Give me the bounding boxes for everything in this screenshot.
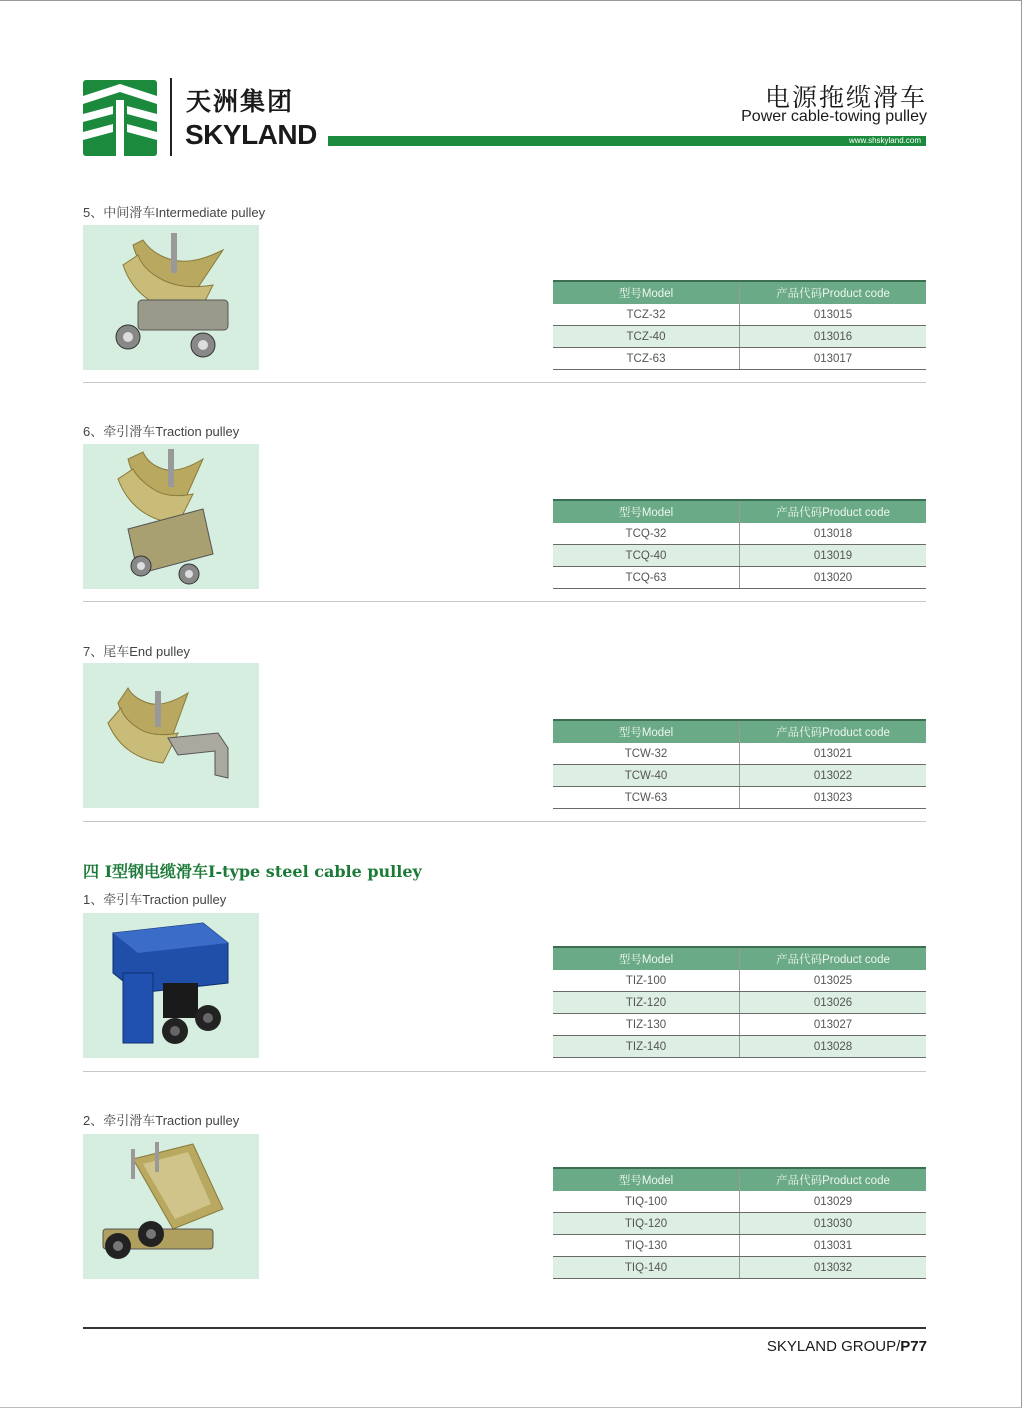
table-row	[553, 523, 926, 545]
column-header-code: 产品代码Product code	[740, 500, 927, 523]
traction-pulley-table	[553, 499, 926, 589]
column-header-model: 型号Model	[553, 1168, 740, 1191]
section-divider	[83, 1071, 926, 1072]
brand-name-chinese: 天洲集团	[186, 87, 295, 116]
code-cell: 013029	[740, 1191, 927, 1213]
section-label: 5、中间滑车Intermediate pulley	[83, 205, 266, 220]
table-row	[553, 1213, 926, 1235]
table-row	[553, 1014, 926, 1036]
table-row	[553, 326, 926, 348]
column-header-model: 型号Model	[553, 500, 740, 523]
end-pulley-table	[553, 719, 926, 809]
code-cell: 013016	[740, 326, 927, 348]
code-cell: 013019	[740, 545, 927, 567]
end-pulley-image	[83, 663, 259, 808]
model-cell: TCZ-63	[553, 348, 740, 370]
code-cell: 013015	[740, 304, 927, 326]
section-four-heading: 四 I型钢电缆滑车I-type steel cable pulley	[83, 862, 422, 881]
brand-name-english: SKYLAND	[185, 119, 317, 150]
model-cell: TIZ-100	[553, 970, 740, 992]
section-divider	[83, 821, 926, 822]
model-cell: TIQ-130	[553, 1235, 740, 1257]
code-cell: 013026	[740, 992, 927, 1014]
table-row	[553, 304, 926, 326]
section-divider	[83, 382, 926, 383]
code-cell: 013018	[740, 523, 927, 545]
code-cell: 013025	[740, 970, 927, 992]
model-cell: TCW-32	[553, 743, 740, 765]
section-label: 7、尾车End pulley	[83, 644, 190, 659]
table-row	[553, 765, 926, 787]
traction-pulley-image	[83, 444, 259, 589]
code-cell: 013021	[740, 743, 927, 765]
footer-page-label	[767, 1338, 927, 1355]
column-header-code: 产品代码Product code	[740, 720, 927, 743]
model-cell: TCQ-63	[553, 567, 740, 589]
model-cell: TIZ-140	[553, 1036, 740, 1058]
website-url[interactable]: www.shskyland.com	[848, 136, 921, 145]
i-type-traction-car-table	[553, 946, 926, 1058]
table-row	[553, 567, 926, 589]
model-cell: TCQ-40	[553, 545, 740, 567]
code-cell: 013030	[740, 1213, 927, 1235]
section-label: 1、牵引车Traction pulley	[83, 892, 227, 907]
page-number: P77	[900, 1338, 927, 1355]
table-row	[553, 992, 926, 1014]
model-cell: TCQ-32	[553, 523, 740, 545]
code-cell: 013022	[740, 765, 927, 787]
column-header-code: 产品代码Product code	[740, 1168, 927, 1191]
column-header-model: 型号Model	[553, 720, 740, 743]
table-row	[553, 348, 926, 370]
code-cell: 013017	[740, 348, 927, 370]
column-header-model: 型号Model	[553, 947, 740, 970]
section-label: 2、牵引滑车Traction pulley	[83, 1113, 240, 1128]
model-cell: TIQ-100	[553, 1191, 740, 1213]
model-cell: TIQ-120	[553, 1213, 740, 1235]
code-cell: 013031	[740, 1235, 927, 1257]
header-green-bar	[328, 136, 926, 146]
code-cell: 013032	[740, 1257, 927, 1279]
model-cell: TCW-40	[553, 765, 740, 787]
table-row	[553, 787, 926, 809]
table-row	[553, 1235, 926, 1257]
i-type-traction-pulley-table	[553, 1167, 926, 1279]
code-cell: 013028	[740, 1036, 927, 1058]
i-type-traction-car-image	[83, 913, 259, 1058]
page-title-english: Power cable-towing pulley	[741, 108, 927, 125]
model-cell: TCZ-40	[553, 326, 740, 348]
column-header-code: 产品代码Product code	[740, 281, 927, 304]
column-header-model: 型号Model	[553, 281, 740, 304]
intermediate-pulley-image	[83, 225, 259, 370]
intermediate-pulley-table	[553, 280, 926, 370]
skyland-logo-icon	[83, 80, 157, 156]
column-header-code: 产品代码Product code	[740, 947, 927, 970]
footer-rule	[83, 1327, 926, 1329]
code-cell: 013020	[740, 567, 927, 589]
model-cell: TIZ-130	[553, 1014, 740, 1036]
table-row	[553, 970, 926, 992]
logo-divider	[170, 78, 172, 156]
model-cell: TIZ-120	[553, 992, 740, 1014]
model-cell: TCZ-32	[553, 304, 740, 326]
table-row	[553, 1257, 926, 1279]
section-divider	[83, 601, 926, 602]
table-row	[553, 1036, 926, 1058]
table-row	[553, 545, 926, 567]
code-cell: 013023	[740, 787, 927, 809]
i-type-traction-pulley-image	[83, 1134, 259, 1279]
section-label: 6、牵引滑车Traction pulley	[83, 424, 240, 439]
table-row	[553, 1191, 926, 1213]
model-cell: TCW-63	[553, 787, 740, 809]
table-row	[553, 743, 926, 765]
footer-brand: SKYLAND GROUP/	[766, 1338, 901, 1355]
page-title-chinese: 电源拖缆滑车	[764, 83, 927, 112]
code-cell: 013027	[740, 1014, 927, 1036]
model-cell: TIQ-140	[553, 1257, 740, 1279]
